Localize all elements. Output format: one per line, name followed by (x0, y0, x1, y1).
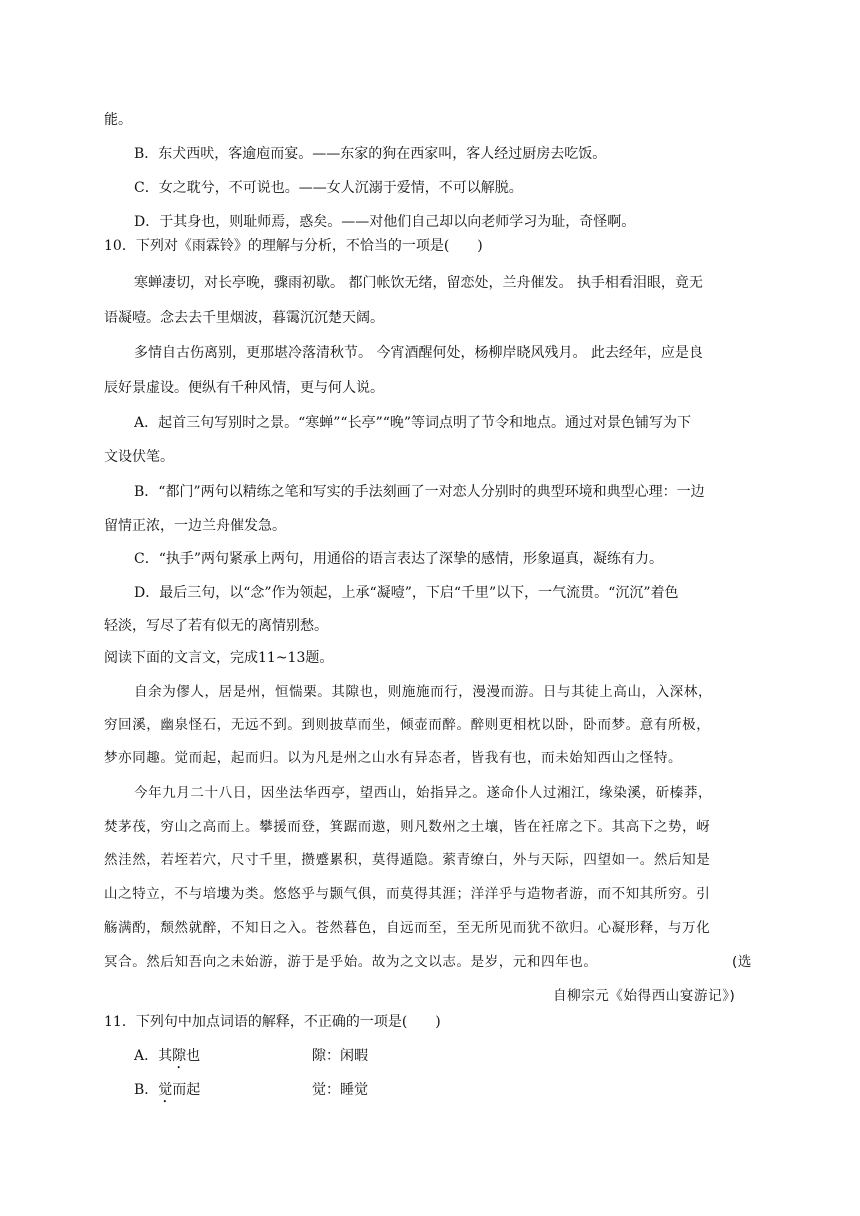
q10-option-c: C．“执手”两句紧承上两句，用通俗的语言表达了深挚的感情，形象逼真，凝练有力。 (134, 551, 664, 567)
passage-p1-line3: 梦亦同趣。觉而起，起而归。以为凡是州之山水有异态者，皆我有也，而未始知西山之怪特。 (104, 750, 683, 766)
q10-option-d-line1: D．最后三句，以“念”作为领起，上承“凝噎”，下启“千里”以下，一气流贯。“沉沉”着色 (134, 585, 679, 601)
passage-p2-line4: 山之特立，不与培塿为类。悠悠乎与颢气俱，而莫得其涯；洋洋乎与造物者游，而不知其所穷。引 (104, 886, 711, 902)
q10-stem: 10．下列对《雨霖铃》的理解与分析，不恰当的一项是( ) (104, 238, 483, 254)
passage-p2-line3: 然洼然，若垤若穴，尺寸千里，攒蹙累积，莫得遁隐。萦青缭白，外与天际，四望如一。然后知是 (104, 852, 711, 868)
q10-option-b-line2: 留情正浓，一边兰舟催发急。 (104, 518, 286, 534)
reading-intro: 阅读下面的文言文，完成11~13题。 (104, 650, 334, 666)
passage-p1-line1: 自余为僇人，居是州，恒惴栗。其隙也，则施施而行，漫漫而游。日与其徒上高山，入深林， (134, 684, 713, 700)
passage-p2-line1: 今年九月二十八日，因坐法华西亭，望西山，始指异之。遂命仆人过湘江，缘染溪，斫榛莽， (134, 785, 713, 801)
q9-option-c: C．女之耽兮，不可说也。——女人沉溺于爱情，不可以解脱。 (134, 180, 523, 196)
q9-continuation: 能。 (104, 112, 132, 128)
passage-p2-line2: 焚茅茷，穷山之高而上。攀援而登，箕踞而遨，则凡数州之土壤，皆在衽席之下。其高下之势，岈 (104, 819, 711, 835)
q11-option-b-gloss: 觉：睡觉 (312, 1082, 368, 1098)
q9-option-d: D．于其身也，则耻师焉，惑矣。——对他们自己却以向老师学习为耻，奇怪啊。 (134, 214, 636, 230)
q11-option-b-label: B． (134, 1082, 159, 1098)
q11-option-a (134, 1046, 200, 1072)
poem-stanza1-line1: 寒蝉凄切，对长亭晚，骤雨初歇。 都门帐饮无绪，留恋处，兰舟催发。 执手相看泪眼，竟无 (134, 275, 703, 291)
q11-option-a-rest: 也 (186, 1048, 201, 1064)
q10-option-b-line1: B．“都门”两句以精练之笔和写实的手法刻画了一对恋人分别时的典型环境和典型心理：一边 (134, 484, 705, 500)
passage-p2-line6: 冥合。然后知吾向之未始游，游于是乎始。故为之文以志。是岁，元和四年也。 (104, 954, 598, 970)
q11-option-b-rest: 而起 (172, 1082, 201, 1098)
q11-option-b-dotted-word: 觉 (158, 1082, 173, 1098)
q11-stem: 11．下列句中加点词语的解释，不正确的一项是( ) (104, 1014, 441, 1030)
q11-option-a-label: A．其 (134, 1048, 173, 1064)
passage-p2-line5: 觞满酌，颓然就醉，不知日之入。苍然暮色，自远而至，至无所见而犹不欲归。心凝形释，与万化 (104, 920, 711, 936)
q9-option-b: B．东犬西吠，客逾庖而宴。——东家的狗在西家叫，客人经过厨房去吃饭。 (134, 146, 607, 162)
q10-option-a-line1: A．起首三句写别时之景。“寒蝉”“长亭”“晚”等词点明了节令和地点。通过对景色铺写为下 (134, 415, 692, 431)
q11-option-a-dotted-word: 隙 (172, 1048, 187, 1064)
q10-option-a-line2: 文设伏笔。 (104, 449, 174, 465)
passage-source: 自柳宗元《始得西山宴游记》) (553, 988, 736, 1004)
poem-stanza1-line2: 语凝噎。念去去千里烟波，暮霭沉沉楚天阔。 (104, 310, 384, 326)
q11-option-a-gloss: 隙：闲暇 (312, 1048, 368, 1064)
q11-option-b (134, 1080, 200, 1106)
passage-p1-line2: 穷回溪，幽泉怪石，无远不到。到则披草而坐，倾壶而醉。醉则更相枕以卧，卧而梦。意有所极， (104, 717, 711, 733)
passage-source-start: (选 (732, 954, 752, 970)
poem-stanza2-line1: 多情自古伤离别，更那堪冷落清秋节。 今宵酒醒何处，杨柳岸晓风残月。 此去经年，应是良 (134, 345, 703, 361)
q10-option-d-line2: 轻淡，写尽了若有似无的离情别愁。 (104, 618, 328, 634)
poem-stanza2-line2: 辰好景虚设。便纵有千种风情，更与何人说。 (104, 380, 384, 396)
